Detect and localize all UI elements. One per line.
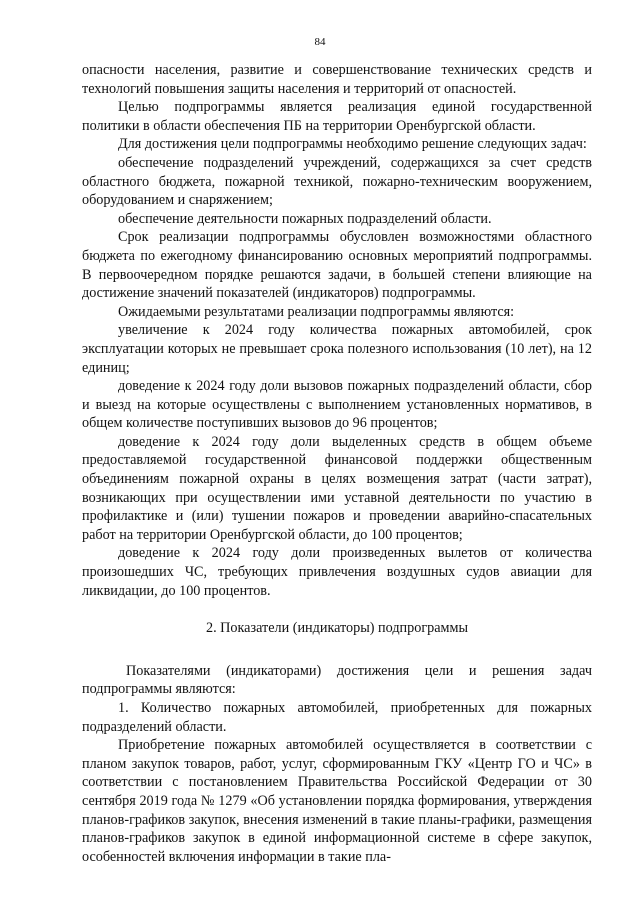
paragraph: Ожидаемыми результатами реализации подпрограммы являются: bbox=[118, 303, 515, 320]
paragraph: увеличение к 2024 году количества пожарных автомобилей, срок эксплуатации которых не превышает срока полезного использования (10 лет), на 12 единиц; bbox=[82, 322, 592, 376]
paragraph: доведение к 2024 году доли произведенных вылетов от количества произошедших ЧС, требующих привлечения воздушных судов авиации для ликвидации, до 100 процентов. bbox=[82, 545, 592, 599]
paragraph: Целью подпрограммы является реализация единой государственной политики в области обеспечения ПБ на территории Оренбургской области. bbox=[82, 99, 592, 134]
paragraph: обеспечение деятельности пожарных подразделений области. bbox=[118, 210, 492, 227]
paragraph: опасности населения, развитие и совершенствование технических средств и технологий повышения защиты населения и территорий от опасностей. bbox=[82, 62, 592, 97]
section-heading: 2. Показатели (индикаторы) подпрограммы bbox=[205, 620, 469, 637]
paragraph: обеспечение подразделений учреждений, содержащихся за счет средств областного бюджета, пожарной техникой, пожарно-техническим вооружением, оборудованием и снаряжением; bbox=[82, 154, 592, 209]
paragraph: Для достижения цели подпрограммы необходимо решение следующих задач: bbox=[118, 136, 587, 153]
paragraph: доведение к 2024 году доли выделенных средств в общем объеме предоставляемой государственной финансовой поддержки общественным объединениям пожарной охраны в целях возмещения затрат (части затрат), возникающих при осуществлении ими уставной деятельности по участию в профилактике и (или) тушении пожаров и проведении аварийно-спасательных работ на территории Оренбургской области, до 100 процентов; bbox=[82, 433, 592, 543]
paragraph: Приобретение пожарных автомобилей осуществляется в соответствии с планом закупок товаров, работ, услуг, сформированным ГКУ «Центр ГО и ЧС» в соответствии с постановлением Правительства Российской Федерации от 30 сентября 2019 года № 1279 «Об установлении порядка формирования, утверждения планов-графиков закупок, внесения изменений в такие планы-графики, размещения планов-графиков закупок в единой информационной системе в сфере закупок, особенностей включения информации в такие пла- bbox=[82, 737, 592, 865]
paragraph: Срок реализации подпрограммы обусловлен возможностями областного бюджета по ежегодному финансированию основных мероприятий подпрограммы. В первоочередном порядке решаются задачи, в большей степени влияющие на достижение значений показателей (индикаторов) подпрограммы. bbox=[82, 229, 592, 302]
page-number: 84 bbox=[314, 36, 326, 48]
paragraph: доведение к 2024 году доли вызовов пожарных подразделений области, сбор и выезд на которые осуществлены с выполнением установленных нормативов, в общем количестве поступивших вызовов до 96 процентов; bbox=[82, 378, 592, 432]
paragraph: Показателями (индикаторами) достижения цели и решения задач подпрограммы являются: bbox=[82, 662, 592, 698]
document-body bbox=[82, 61, 592, 866]
paragraph: 1. Количество пожарных автомобилей, приобретенных для пожарных подразделений области. bbox=[82, 700, 592, 735]
